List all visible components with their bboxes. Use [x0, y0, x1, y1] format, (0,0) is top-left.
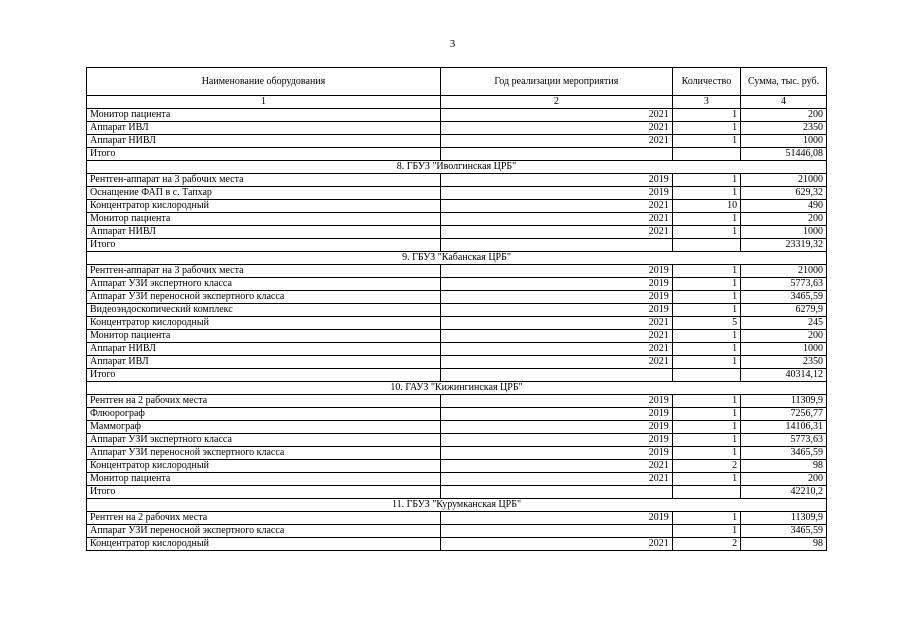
- quantity-cell: 1: [672, 226, 740, 239]
- table-row: [87, 109, 827, 122]
- year-cell: 2021: [440, 109, 672, 122]
- equipment-name-cell: Оснащение ФАП в с. Тапхар: [87, 187, 441, 200]
- year-cell: 2019: [440, 512, 672, 525]
- equipment-name-cell: Видеоэндоскопический комплекс: [87, 304, 441, 317]
- quantity-cell: 1: [672, 304, 740, 317]
- quantity-cell: 1: [672, 343, 740, 356]
- sum-cell: 3465,59: [741, 291, 827, 304]
- year-cell: 2021: [440, 135, 672, 148]
- table-row: [87, 447, 827, 460]
- sum-cell: 200: [741, 330, 827, 343]
- equipment-name-cell: Концентратор кислородный: [87, 317, 441, 330]
- equipment-name-cell: Рентген на 2 рабочих места: [87, 395, 441, 408]
- total-row: [87, 148, 827, 161]
- year-cell: 2019: [440, 447, 672, 460]
- quantity-cell: 1: [672, 122, 740, 135]
- sum-cell: 21000: [741, 174, 827, 187]
- sum-cell: 2350: [741, 356, 827, 369]
- equipment-name-cell: Аппарат НИВЛ: [87, 226, 441, 239]
- sum-cell: 629,32: [741, 187, 827, 200]
- table-row: [87, 473, 827, 486]
- year-cell: 2019: [440, 187, 672, 200]
- column-number: 2: [440, 96, 672, 109]
- table-row: [87, 226, 827, 239]
- year-cell: 2021: [440, 122, 672, 135]
- table-row: [87, 343, 827, 356]
- quantity-cell: 1: [672, 213, 740, 226]
- sum-cell: 42210,2: [741, 486, 827, 499]
- table-body: [87, 109, 827, 551]
- table-row: [87, 525, 827, 538]
- quantity-cell: [672, 239, 740, 252]
- sum-cell: 200: [741, 473, 827, 486]
- equipment-name-cell: Монитор пациента: [87, 213, 441, 226]
- equipment-name-cell: Концентратор кислородный: [87, 538, 441, 551]
- sum-cell: 2350: [741, 122, 827, 135]
- equipment-name-cell: Маммограф: [87, 421, 441, 434]
- year-cell: 2021: [440, 538, 672, 551]
- table-row: [87, 460, 827, 473]
- sum-cell: 5773,63: [741, 278, 827, 291]
- equipment-name-cell: Аппарат УЗИ переносной экспертного класса: [87, 291, 441, 304]
- section-title: 8. ГБУЗ "Иволгинская ЦРБ": [87, 161, 827, 174]
- equipment-name-cell: Аппарат УЗИ экспертного класса: [87, 434, 441, 447]
- sum-cell: 14106,31: [741, 421, 827, 434]
- sum-cell: 245: [741, 317, 827, 330]
- table-row: [87, 512, 827, 525]
- quantity-cell: 1: [672, 356, 740, 369]
- table-row: [87, 291, 827, 304]
- quantity-cell: [672, 148, 740, 161]
- quantity-cell: 1: [672, 512, 740, 525]
- year-cell: 2021: [440, 473, 672, 486]
- year-cell: 2021: [440, 356, 672, 369]
- equipment-name-cell: Монитор пациента: [87, 473, 441, 486]
- sum-cell: 3465,59: [741, 525, 827, 538]
- year-cell: [440, 148, 672, 161]
- quantity-cell: 1: [672, 421, 740, 434]
- equipment-name-cell: Аппарат НИВЛ: [87, 343, 441, 356]
- sum-cell: 7256,77: [741, 408, 827, 421]
- page-number: 3: [449, 38, 456, 50]
- total-row: [87, 369, 827, 382]
- equipment-table: [86, 67, 827, 551]
- sum-cell: 1000: [741, 135, 827, 148]
- year-cell: 2021: [440, 213, 672, 226]
- table-row: [87, 174, 827, 187]
- year-cell: 2021: [440, 330, 672, 343]
- sum-cell: 98: [741, 460, 827, 473]
- equipment-name-cell: Аппарат ИВЛ: [87, 122, 441, 135]
- column-header-sum: Сумма, тыс. руб.: [741, 68, 827, 96]
- quantity-cell: 2: [672, 538, 740, 551]
- equipment-name-cell: Итого: [87, 486, 441, 499]
- quantity-cell: 1: [672, 278, 740, 291]
- sum-cell: 1000: [741, 343, 827, 356]
- table-row: [87, 278, 827, 291]
- sum-cell: 200: [741, 109, 827, 122]
- table-row: [87, 304, 827, 317]
- sum-cell: 3465,59: [741, 447, 827, 460]
- sum-cell: 21000: [741, 265, 827, 278]
- year-cell: 2019: [440, 304, 672, 317]
- year-cell: 2019: [440, 421, 672, 434]
- column-header-year: Год реализации мероприятия: [440, 68, 672, 96]
- equipment-name-cell: Монитор пациента: [87, 330, 441, 343]
- table-row: [87, 434, 827, 447]
- year-cell: 2019: [440, 408, 672, 421]
- section-header-row: [87, 499, 827, 512]
- sum-cell: 490: [741, 200, 827, 213]
- table-row: [87, 538, 827, 551]
- equipment-name-cell: Аппарат УЗИ переносной экспертного класса: [87, 525, 441, 538]
- table-row: [87, 265, 827, 278]
- equipment-name-cell: Аппарат ИВЛ: [87, 356, 441, 369]
- total-row: [87, 239, 827, 252]
- table-row: [87, 395, 827, 408]
- section-title: 10. ГАУЗ "Кижингинская ЦРБ": [87, 382, 827, 395]
- quantity-cell: 1: [672, 330, 740, 343]
- table-row: [87, 122, 827, 135]
- equipment-name-cell: Аппарат УЗИ переносной экспертного класса: [87, 447, 441, 460]
- section-header-row: [87, 252, 827, 265]
- column-number: 4: [741, 96, 827, 109]
- year-cell: 2019: [440, 174, 672, 187]
- quantity-cell: [672, 486, 740, 499]
- year-cell: 2021: [440, 200, 672, 213]
- column-number: 3: [672, 96, 740, 109]
- section-header-row: [87, 161, 827, 174]
- year-cell: 2021: [440, 226, 672, 239]
- quantity-cell: 1: [672, 434, 740, 447]
- column-header-quantity: Количество: [672, 68, 740, 96]
- table-row: [87, 356, 827, 369]
- equipment-name-cell: Концентратор кислородный: [87, 200, 441, 213]
- year-cell: 2019: [440, 265, 672, 278]
- quantity-cell: 10: [672, 200, 740, 213]
- table-row: [87, 187, 827, 200]
- year-cell: [440, 369, 672, 382]
- table-row: [87, 317, 827, 330]
- section-title: 9. ГБУЗ "Кабанская ЦРБ": [87, 252, 827, 265]
- column-number: 1: [87, 96, 441, 109]
- quantity-cell: 1: [672, 408, 740, 421]
- table-row: [87, 421, 827, 434]
- quantity-cell: 1: [672, 525, 740, 538]
- quantity-cell: 1: [672, 395, 740, 408]
- equipment-name-cell: Итого: [87, 369, 441, 382]
- year-cell: 2019: [440, 434, 672, 447]
- year-cell: [440, 525, 672, 538]
- sum-cell: 6279,9: [741, 304, 827, 317]
- column-header-name: Наименование оборудования: [87, 68, 441, 96]
- equipment-name-cell: Концентратор кислородный: [87, 460, 441, 473]
- year-cell: 2019: [440, 278, 672, 291]
- equipment-name-cell: Рентген-аппарат на 3 рабочих места: [87, 265, 441, 278]
- section-title: 11. ГБУЗ "Курумканская ЦРБ": [87, 499, 827, 512]
- quantity-cell: 1: [672, 174, 740, 187]
- equipment-name-cell: Рентген-аппарат на 3 рабочих места: [87, 174, 441, 187]
- table-row: [87, 200, 827, 213]
- column-number-row: [87, 96, 827, 109]
- equipment-name-cell: Аппарат НИВЛ: [87, 135, 441, 148]
- quantity-cell: 1: [672, 447, 740, 460]
- year-cell: 2021: [440, 317, 672, 330]
- table-row: [87, 408, 827, 421]
- quantity-cell: 1: [672, 109, 740, 122]
- equipment-name-cell: Аппарат УЗИ экспертного класса: [87, 278, 441, 291]
- year-cell: 2021: [440, 460, 672, 473]
- quantity-cell: 5: [672, 317, 740, 330]
- year-cell: 2019: [440, 291, 672, 304]
- sum-cell: 40314,12: [741, 369, 827, 382]
- equipment-name-cell: Рентген на 2 рабочих места: [87, 512, 441, 525]
- total-row: [87, 486, 827, 499]
- equipment-name-cell: Флюорограф: [87, 408, 441, 421]
- sum-cell: 23319,32: [741, 239, 827, 252]
- quantity-cell: 1: [672, 187, 740, 200]
- sum-cell: 51446,08: [741, 148, 827, 161]
- quantity-cell: [672, 369, 740, 382]
- sum-cell: 5773,63: [741, 434, 827, 447]
- year-cell: 2021: [440, 343, 672, 356]
- sum-cell: 98: [741, 538, 827, 551]
- quantity-cell: 2: [672, 460, 740, 473]
- header-row: [87, 68, 827, 96]
- quantity-cell: 1: [672, 265, 740, 278]
- section-header-row: [87, 382, 827, 395]
- year-cell: [440, 486, 672, 499]
- sum-cell: 11309,9: [741, 395, 827, 408]
- sum-cell: 1000: [741, 226, 827, 239]
- quantity-cell: 1: [672, 291, 740, 304]
- year-cell: [440, 239, 672, 252]
- table-row: [87, 213, 827, 226]
- equipment-name-cell: Итого: [87, 148, 441, 161]
- quantity-cell: 1: [672, 473, 740, 486]
- equipment-name-cell: Итого: [87, 239, 441, 252]
- table-row: [87, 330, 827, 343]
- sum-cell: 200: [741, 213, 827, 226]
- sum-cell: 11309,9: [741, 512, 827, 525]
- year-cell: 2019: [440, 395, 672, 408]
- equipment-name-cell: Монитор пациента: [87, 109, 441, 122]
- quantity-cell: 1: [672, 135, 740, 148]
- table-row: [87, 135, 827, 148]
